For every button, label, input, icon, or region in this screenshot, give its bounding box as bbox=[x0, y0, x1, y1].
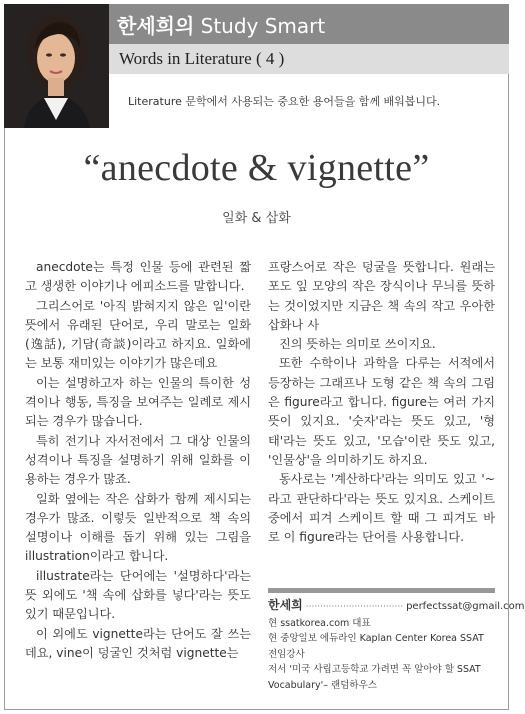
paragraph: anecdote는 특정 인물 등에 관련된 짧고 생생한 이야기나 에피소드를 말합니다. bbox=[25, 260, 251, 294]
paragraph: 진의 뜻하는 의미로 쓰이지요. bbox=[279, 337, 436, 352]
paragraph: 그리스어로 '아직 밝혀지지 않은 일'이란 뜻에서 유래된 단어로, 우리 말로는 일화(逸話), 기담(奇談)이라고 하지요. 일화에는 보통 재미있는 이야기가 많은데요 bbox=[25, 298, 251, 371]
paragraph: 또한 수학이나 과학을 다루는 서적에서 등장하는 그래프나 도형 같은 책 속의 그림은 figure라고 합니다. figure는 여러 가지 뜻이 있지요. '숫자'라는 뜻도 있고, '형태'라는 뜻도 있고, '모습'이란 뜻도 있고, '인물상'을 의미하기도 하지요. bbox=[268, 356, 495, 467]
bio-line: 현 ssatkorea.com 대표 bbox=[268, 617, 371, 629]
bio-header bbox=[268, 598, 525, 616]
intro-text: Literature 문학에서 사용되는 중요한 용어들을 함께 배워봅니다. bbox=[128, 95, 441, 108]
series-title bbox=[117, 10, 325, 39]
body-column-left bbox=[25, 258, 251, 663]
bio-name: 한세희 bbox=[268, 598, 303, 612]
paragraph: illustrate라는 단어에는 '설명하다'라는 뜻 외에도 '책 속에 삽화를 넣다'라는 뜻도 있기 때문입니다. bbox=[25, 568, 251, 622]
paragraph: 프랑스어로 작은 덩굴을 뜻합니다. 원래는 포도 잎 모양의 작은 장식이나 무늬를 뜻하는 것이었지만 지금은 책 속의 작고 우아한 삽화나 사 bbox=[268, 260, 495, 332]
column-subheader-title: Words in Literature ( 4 ) bbox=[119, 49, 285, 68]
paragraph: 이 외에도 vignette라는 단어도 잘 쓰는데요, vine이 덩굴인 것처럼 vignette는 bbox=[25, 626, 251, 660]
author-name-label: 한세희의 bbox=[117, 14, 195, 38]
series-name-label: Study Smart bbox=[194, 14, 326, 38]
body-column-right bbox=[268, 258, 495, 547]
paragraph: 특히 전기나 자서전에서 그 대상 인물의 성격이나 특징을 설명하기 위해 일화를 이용하는 경우가 많죠. bbox=[25, 433, 251, 487]
bio-divider bbox=[268, 588, 495, 593]
series-banner bbox=[109, 4, 509, 44]
article-title: “anecdote & vignette” bbox=[83, 147, 430, 189]
author-photo bbox=[4, 4, 109, 128]
paragraph: 동사로는 '계산하다'라는 의미도 있고 '~라고 판단하다'라는 뜻도 있지요. 스케이트 중에서 피겨 스케이트 할 때 그 피겨도 바로 이 figure라는 단어를 사용합니다. bbox=[268, 472, 495, 545]
author-bio bbox=[268, 598, 525, 693]
paragraph: 이는 설명하고자 하는 인물의 특이한 성격이나 행동, 특징을 보여주는 일례로 제시되는 경우가 많습니다. bbox=[25, 375, 251, 429]
article-subtitle: 일화 & 삽화 bbox=[222, 211, 291, 226]
paragraph: 일화 옆에는 작은 삽화가 함께 제시되는 경우가 많죠. 이렇듯 일반적으로 책 속의 설명이나 이해를 돕기 위해 있는 그림을 illustration이라고 합니다. bbox=[25, 491, 251, 564]
bio-email: perfectssat@gmail.com bbox=[406, 601, 525, 612]
bio-dot-leader: ·································· bbox=[305, 602, 404, 612]
bio-line: 현 중앙일보 에듀라인 Kaplan Center Korea SSAT 전임강사 bbox=[268, 633, 484, 660]
column-subheader bbox=[109, 44, 509, 74]
bio-line: 저서 '미국 사립고등학교 가려면 꼭 알아야 할 SSAT Vocabulary'– 랜덤하우스 bbox=[268, 664, 481, 691]
